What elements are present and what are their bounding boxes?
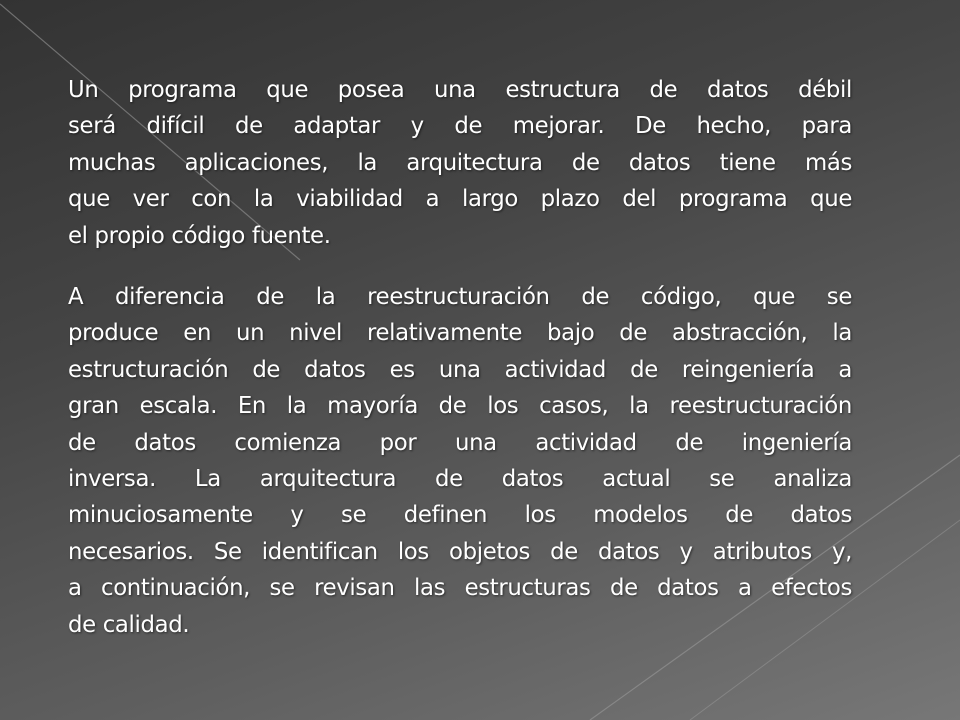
paragraph-2-line: minuciosamente y se definen los modelos de datos	[68, 502, 852, 529]
paragraph-2	[68, 279, 852, 643]
paragraph-1-line: Un programa que posea una estructura de datos débil	[68, 77, 852, 103]
paragraph-2-line: A diferencia de la reestructuración de código, que se	[68, 284, 852, 311]
paragraph-2-line: produce en un nivel relativamente bajo de abstracción, la	[68, 320, 852, 347]
paragraph-2-line: a continuación, se revisan las estructuras de datos a efectos	[68, 575, 852, 602]
paragraph-1-line: será difícil de adaptar y de mejorar. De hecho, para	[68, 113, 852, 140]
paragraph-2-line: de calidad.	[68, 611, 190, 638]
paragraph-1	[68, 72, 852, 254]
paragraph-1-line: muchas aplicaciones, la arquitectura de datos tiene más	[68, 149, 852, 176]
paragraph-2-line: gran escala. En la mayoría de los casos, la reestructuración	[68, 393, 852, 420]
paragraph-2-line: de datos comienza por una actividad de ingeniería	[68, 429, 852, 456]
slide-body	[68, 72, 852, 643]
paragraph-2-line: inversa. La arquitectura de datos actual se analiza	[68, 466, 852, 493]
paragraph-1-line: el propio código fuente.	[68, 222, 331, 249]
paragraph-2-line: estructuración de datos es una actividad de reingeniería a	[68, 356, 852, 383]
paragraph-1-line: que ver con la viabilidad a largo plazo del programa que	[68, 186, 852, 213]
paragraph-2-line: necesarios. Se identifican los objetos de datos y atributos y,	[68, 538, 852, 565]
